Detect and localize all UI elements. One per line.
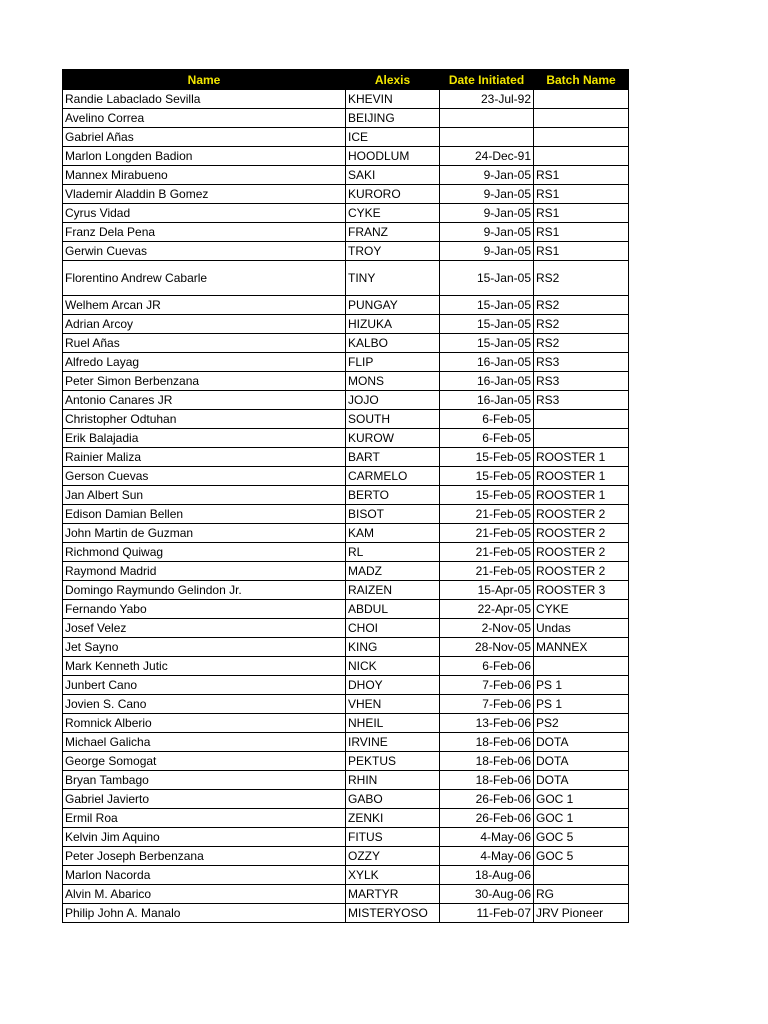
name-cell[interactable]: Marlon Longden Badion: [63, 147, 346, 166]
batch-name-cell[interactable]: GOC 5: [534, 847, 629, 866]
batch-name-cell[interactable]: ROOSTER 2: [534, 562, 629, 581]
batch-name-cell[interactable]: [534, 410, 629, 429]
name-cell[interactable]: Mannex Mirabueno: [63, 166, 346, 185]
date-initiated-cell[interactable]: 16-Jan-05: [440, 372, 534, 391]
alias-cell[interactable]: HOODLUM: [346, 147, 440, 166]
table-row: [63, 638, 629, 657]
alias-cell[interactable]: IRVINE: [346, 733, 440, 752]
date-initiated-cell[interactable]: 15-Feb-05: [440, 448, 534, 467]
column-header-name[interactable]: Name: [63, 70, 346, 90]
batch-name-cell[interactable]: Undas: [534, 619, 629, 638]
alias-cell[interactable]: MARTYR: [346, 885, 440, 904]
table-row: [63, 391, 629, 410]
table-row: [63, 828, 629, 847]
batch-name-cell[interactable]: GOC 5: [534, 828, 629, 847]
alias-cell[interactable]: TROY: [346, 242, 440, 261]
name-cell[interactable]: Avelino Correa: [63, 109, 346, 128]
table-row: [63, 904, 629, 923]
batch-name-cell[interactable]: RS2: [534, 296, 629, 315]
name-cell[interactable]: Florentino Andrew Cabarle: [63, 261, 346, 296]
date-initiated-cell[interactable]: 21-Feb-05: [440, 543, 534, 562]
name-cell[interactable]: Raymond Madrid: [63, 562, 346, 581]
alias-cell[interactable]: KALBO: [346, 334, 440, 353]
name-cell[interactable]: Welhem Arcan JR: [63, 296, 346, 315]
alias-cell[interactable]: SAKI: [346, 166, 440, 185]
date-initiated-cell[interactable]: 6-Feb-05: [440, 410, 534, 429]
table-row: [63, 581, 629, 600]
alias-cell[interactable]: ICE: [346, 128, 440, 147]
table-row: [63, 185, 629, 204]
batch-name-cell[interactable]: [534, 147, 629, 166]
table-row: [63, 600, 629, 619]
table-row: [63, 410, 629, 429]
batch-name-cell[interactable]: PS2: [534, 714, 629, 733]
alias-cell[interactable]: OZZY: [346, 847, 440, 866]
date-initiated-cell[interactable]: 15-Feb-05: [440, 486, 534, 505]
alias-cell[interactable]: KING: [346, 638, 440, 657]
date-initiated-cell[interactable]: 22-Apr-05: [440, 600, 534, 619]
alias-cell[interactable]: CARMELO: [346, 467, 440, 486]
batch-name-cell[interactable]: RS1: [534, 185, 629, 204]
alias-cell[interactable]: MADZ: [346, 562, 440, 581]
batch-name-cell[interactable]: RS2: [534, 315, 629, 334]
alias-cell[interactable]: MONS: [346, 372, 440, 391]
batch-name-cell[interactable]: PS 1: [534, 695, 629, 714]
alias-cell[interactable]: BISOT: [346, 505, 440, 524]
table-row: [63, 619, 629, 638]
date-initiated-cell[interactable]: 9-Jan-05: [440, 204, 534, 223]
alias-cell[interactable]: PEKTUS: [346, 752, 440, 771]
table-row: [63, 866, 629, 885]
name-cell[interactable]: Alfredo Layag: [63, 353, 346, 372]
name-cell[interactable]: Richmond Quiwag: [63, 543, 346, 562]
name-cell[interactable]: Ruel Añas: [63, 334, 346, 353]
members-table: [62, 69, 629, 923]
column-header-batch[interactable]: Batch Name: [534, 70, 629, 90]
table-row: [63, 128, 629, 147]
batch-name-cell[interactable]: RS2: [534, 261, 629, 296]
table-row: [63, 242, 629, 261]
batch-name-cell[interactable]: [534, 866, 629, 885]
batch-name-cell[interactable]: ROOSTER 1: [534, 486, 629, 505]
name-cell[interactable]: Peter Simon Berbenzana: [63, 372, 346, 391]
date-initiated-cell[interactable]: 9-Jan-05: [440, 185, 534, 204]
batch-name-cell[interactable]: RS1: [534, 242, 629, 261]
date-initiated-cell[interactable]: 18-Feb-06: [440, 752, 534, 771]
table-row: [63, 109, 629, 128]
table-row: [63, 467, 629, 486]
batch-name-cell[interactable]: [534, 657, 629, 676]
batch-name-cell[interactable]: PS 1: [534, 676, 629, 695]
name-cell[interactable]: Junbert Cano: [63, 676, 346, 695]
name-cell[interactable]: Mark Kenneth Jutic: [63, 657, 346, 676]
date-initiated-cell[interactable]: 6-Feb-05: [440, 429, 534, 448]
alias-cell[interactable]: FITUS: [346, 828, 440, 847]
date-initiated-cell[interactable]: 7-Feb-06: [440, 676, 534, 695]
table-row: [63, 771, 629, 790]
date-initiated-cell[interactable]: 9-Jan-05: [440, 223, 534, 242]
name-cell[interactable]: Peter Joseph Berbenzana: [63, 847, 346, 866]
table-body: [63, 90, 629, 923]
alias-cell[interactable]: KURORO: [346, 185, 440, 204]
name-cell[interactable]: Domingo Raymundo Gelindon Jr.: [63, 581, 346, 600]
alias-cell[interactable]: CHOI: [346, 619, 440, 638]
batch-name-cell[interactable]: GOC 1: [534, 809, 629, 828]
table-row: [63, 790, 629, 809]
table-row: [63, 372, 629, 391]
alias-cell[interactable]: DHOY: [346, 676, 440, 695]
alias-cell[interactable]: ZENKI: [346, 809, 440, 828]
table-row: [63, 885, 629, 904]
date-initiated-cell[interactable]: 13-Feb-06: [440, 714, 534, 733]
batch-name-cell[interactable]: RS1: [534, 223, 629, 242]
table-row: [63, 448, 629, 467]
alias-cell[interactable]: TINY: [346, 261, 440, 296]
batch-name-cell[interactable]: DOTA: [534, 733, 629, 752]
table-row: [63, 296, 629, 315]
batch-name-cell[interactable]: RS2: [534, 334, 629, 353]
alias-cell[interactable]: ABDUL: [346, 600, 440, 619]
date-initiated-cell[interactable]: 15-Jan-05: [440, 334, 534, 353]
batch-name-cell[interactable]: [534, 429, 629, 448]
name-cell[interactable]: Gabriel Añas: [63, 128, 346, 147]
date-initiated-cell[interactable]: 26-Feb-06: [440, 809, 534, 828]
name-cell[interactable]: Jovien S. Cano: [63, 695, 346, 714]
table-row: [63, 524, 629, 543]
batch-name-cell[interactable]: CYKE: [534, 600, 629, 619]
date-initiated-cell[interactable]: 30-Aug-06: [440, 885, 534, 904]
name-cell[interactable]: John Martin de Guzman: [63, 524, 346, 543]
table-row: [63, 657, 629, 676]
table-row: [63, 147, 629, 166]
alias-cell[interactable]: RAIZEN: [346, 581, 440, 600]
batch-name-cell[interactable]: ROOSTER 3: [534, 581, 629, 600]
name-cell[interactable]: Ermil Roa: [63, 809, 346, 828]
table-row: [63, 166, 629, 185]
date-initiated-cell[interactable]: 23-Jul-92: [440, 90, 534, 109]
table-row: [63, 204, 629, 223]
name-cell[interactable]: Vlademir Aladdin B Gomez: [63, 185, 346, 204]
name-cell[interactable]: Gerwin Cuevas: [63, 242, 346, 261]
alias-cell[interactable]: KHEVIN: [346, 90, 440, 109]
name-cell[interactable]: Gabriel Javierto: [63, 790, 346, 809]
date-initiated-cell[interactable]: 24-Dec-91: [440, 147, 534, 166]
date-initiated-cell[interactable]: 4-May-06: [440, 828, 534, 847]
table-row: [63, 505, 629, 524]
date-initiated-cell[interactable]: 15-Apr-05: [440, 581, 534, 600]
batch-name-cell[interactable]: DOTA: [534, 752, 629, 771]
table-row: [63, 429, 629, 448]
batch-name-cell[interactable]: ROOSTER 2: [534, 505, 629, 524]
batch-name-cell[interactable]: JRV Pioneer: [534, 904, 629, 923]
name-cell[interactable]: Alvin M. Abarico: [63, 885, 346, 904]
name-cell[interactable]: Antonio Canares JR: [63, 391, 346, 410]
table-header: [63, 70, 629, 90]
name-cell[interactable]: Bryan Tambago: [63, 771, 346, 790]
table-row: [63, 261, 629, 296]
batch-name-cell[interactable]: ROOSTER 1: [534, 448, 629, 467]
date-initiated-cell[interactable]: 2-Nov-05: [440, 619, 534, 638]
alias-cell[interactable]: KAM: [346, 524, 440, 543]
name-cell[interactable]: Edison Damian Bellen: [63, 505, 346, 524]
alias-cell[interactable]: XYLK: [346, 866, 440, 885]
alias-cell[interactable]: GABO: [346, 790, 440, 809]
name-cell[interactable]: Marlon Nacorda: [63, 866, 346, 885]
alias-cell[interactable]: SOUTH: [346, 410, 440, 429]
table-row: [63, 486, 629, 505]
header-row: [63, 70, 629, 90]
alias-cell[interactable]: KUROW: [346, 429, 440, 448]
table-row: [63, 90, 629, 109]
name-cell[interactable]: Romnick Alberio: [63, 714, 346, 733]
batch-name-cell[interactable]: RS3: [534, 391, 629, 410]
alias-cell[interactable]: JOJO: [346, 391, 440, 410]
table-row: [63, 714, 629, 733]
name-cell[interactable]: Randie Labaclado Sevilla: [63, 90, 346, 109]
date-initiated-cell[interactable]: 9-Jan-05: [440, 166, 534, 185]
alias-cell[interactable]: RL: [346, 543, 440, 562]
batch-name-cell[interactable]: RS3: [534, 372, 629, 391]
table-row: [63, 809, 629, 828]
date-initiated-cell[interactable]: [440, 109, 534, 128]
name-cell[interactable]: Josef Velez: [63, 619, 346, 638]
name-cell[interactable]: Cyrus Vidad: [63, 204, 346, 223]
date-initiated-cell[interactable]: 4-May-06: [440, 847, 534, 866]
date-initiated-cell[interactable]: 15-Jan-05: [440, 315, 534, 334]
batch-name-cell[interactable]: RS1: [534, 166, 629, 185]
date-initiated-cell[interactable]: 9-Jan-05: [440, 242, 534, 261]
name-cell[interactable]: Kelvin Jim Aquino: [63, 828, 346, 847]
name-cell[interactable]: Jet Sayno: [63, 638, 346, 657]
name-cell[interactable]: Michael Galicha: [63, 733, 346, 752]
name-cell[interactable]: Fernando Yabo: [63, 600, 346, 619]
name-cell[interactable]: Christopher Odtuhan: [63, 410, 346, 429]
alias-cell[interactable]: HIZUKA: [346, 315, 440, 334]
date-initiated-cell[interactable]: 15-Jan-05: [440, 296, 534, 315]
table-row: [63, 223, 629, 242]
date-initiated-cell[interactable]: 15-Jan-05: [440, 261, 534, 296]
batch-name-cell[interactable]: RS1: [534, 204, 629, 223]
table-row: [63, 695, 629, 714]
table-row: [63, 733, 629, 752]
alias-cell[interactable]: VHEN: [346, 695, 440, 714]
table-row: [63, 334, 629, 353]
alias-cell[interactable]: NHEIL: [346, 714, 440, 733]
alias-cell[interactable]: FLIP: [346, 353, 440, 372]
batch-name-cell[interactable]: RG: [534, 885, 629, 904]
date-initiated-cell[interactable]: 21-Feb-05: [440, 505, 534, 524]
date-initiated-cell[interactable]: 21-Feb-05: [440, 524, 534, 543]
name-cell[interactable]: Erik Balajadia: [63, 429, 346, 448]
date-initiated-cell[interactable]: 26-Feb-06: [440, 790, 534, 809]
alias-cell[interactable]: CYKE: [346, 204, 440, 223]
name-cell[interactable]: Adrian Arcoy: [63, 315, 346, 334]
name-cell[interactable]: Jan Albert Sun: [63, 486, 346, 505]
date-initiated-cell[interactable]: 11-Feb-07: [440, 904, 534, 923]
batch-name-cell[interactable]: ROOSTER 1: [534, 467, 629, 486]
date-initiated-cell[interactable]: 16-Jan-05: [440, 353, 534, 372]
table-row: [63, 752, 629, 771]
date-initiated-cell[interactable]: 18-Feb-06: [440, 771, 534, 790]
batch-name-cell[interactable]: DOTA: [534, 771, 629, 790]
batch-name-cell[interactable]: [534, 109, 629, 128]
name-cell[interactable]: Gerson Cuevas: [63, 467, 346, 486]
date-initiated-cell[interactable]: [440, 128, 534, 147]
batch-name-cell[interactable]: RS3: [534, 353, 629, 372]
date-initiated-cell[interactable]: 6-Feb-06: [440, 657, 534, 676]
column-header-date[interactable]: Date Initiated: [440, 70, 534, 90]
column-header-alias[interactable]: Alexis: [346, 70, 440, 90]
table-row: [63, 543, 629, 562]
batch-name-cell[interactable]: [534, 128, 629, 147]
alias-cell[interactable]: BEIJING: [346, 109, 440, 128]
spreadsheet: [62, 69, 628, 923]
batch-name-cell[interactable]: MANNEX: [534, 638, 629, 657]
table-row: [63, 353, 629, 372]
alias-cell[interactable]: BERTO: [346, 486, 440, 505]
name-cell[interactable]: Rainier Maliza: [63, 448, 346, 467]
date-initiated-cell[interactable]: 28-Nov-05: [440, 638, 534, 657]
date-initiated-cell[interactable]: 7-Feb-06: [440, 695, 534, 714]
date-initiated-cell[interactable]: 18-Feb-06: [440, 733, 534, 752]
name-cell[interactable]: George Somogat: [63, 752, 346, 771]
batch-name-cell[interactable]: ROOSTER 2: [534, 524, 629, 543]
alias-cell[interactable]: PUNGAY: [346, 296, 440, 315]
name-cell[interactable]: Franz Dela Pena: [63, 223, 346, 242]
date-initiated-cell[interactable]: 15-Feb-05: [440, 467, 534, 486]
table-row: [63, 676, 629, 695]
alias-cell[interactable]: NICK: [346, 657, 440, 676]
alias-cell[interactable]: RHIN: [346, 771, 440, 790]
alias-cell[interactable]: MISTERYOSO: [346, 904, 440, 923]
alias-cell[interactable]: FRANZ: [346, 223, 440, 242]
date-initiated-cell[interactable]: 16-Jan-05: [440, 391, 534, 410]
table-row: [63, 315, 629, 334]
table-row: [63, 562, 629, 581]
batch-name-cell[interactable]: GOC 1: [534, 790, 629, 809]
batch-name-cell[interactable]: [534, 90, 629, 109]
table-row: [63, 847, 629, 866]
date-initiated-cell[interactable]: 21-Feb-05: [440, 562, 534, 581]
batch-name-cell[interactable]: ROOSTER 2: [534, 543, 629, 562]
alias-cell[interactable]: BART: [346, 448, 440, 467]
date-initiated-cell[interactable]: 18-Aug-06: [440, 866, 534, 885]
name-cell[interactable]: Philip John A. Manalo: [63, 904, 346, 923]
